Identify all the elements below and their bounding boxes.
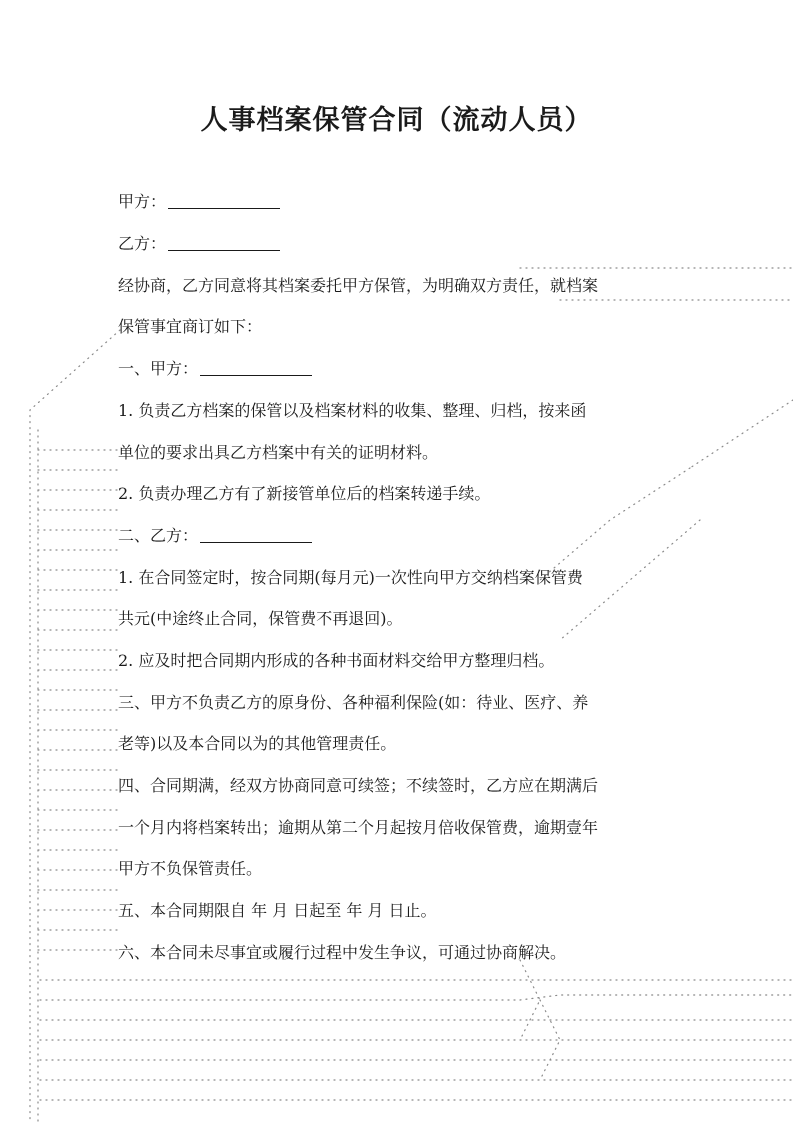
party-a-blank: [168, 192, 280, 209]
party-a-field: [118, 191, 280, 213]
section-3-line1: 三、甲方不负责乙方的原身份、各种福利保险(如：待业、医疗、养: [118, 693, 589, 712]
section-2-heading: [118, 525, 312, 547]
section-4-line2: 一个月内将档案转出；逾期从第二个月起按月倍收保管费，逾期壹年: [118, 818, 599, 837]
party-b-field: [118, 233, 280, 255]
section-5: 五、本合同期限自 年 月 日起至 年 月 日止。: [118, 901, 437, 920]
section-1-label: 一、甲方：: [118, 359, 199, 378]
party-a-label: 甲方：: [118, 192, 167, 211]
s2-item1-line1: 1. 在合同签定时，按合同期(每月元)一次性向甲方交纳档案保管费: [118, 568, 583, 587]
party-b-blank: [168, 234, 280, 251]
intro-line-2: 保管事宜商订如下：: [118, 317, 263, 336]
section-6: 六、本合同未尽事宜或履行过程中发生争议，可通过协商解决。: [118, 943, 567, 962]
section-1-blank: [200, 359, 312, 376]
s2-item1-line2: 共元(中途终止合同，保管费不再退回)。: [118, 609, 403, 628]
section-2-blank: [200, 526, 312, 543]
s1-item1-line1: 1. 负责乙方档案的保管以及档案材料的收集、整理、归档，按来函: [118, 401, 587, 420]
section-4-line1: 四、合同期满，经双方协商同意可续签；不续签时，乙方应在期满后: [118, 776, 599, 795]
section-3-line2: 老等)以及本合同以为的其他管理责任。: [118, 734, 397, 753]
party-b-label: 乙方：: [118, 234, 167, 253]
s1-item2: 2. 负责办理乙方有了新接管单位后的档案转递手续。: [118, 484, 491, 503]
section-4-line3: 甲方不负保管责任。: [118, 859, 263, 878]
document-title: 人事档案保管合同（流动人员）: [200, 105, 593, 136]
s1-item1-line2: 单位的要求出具乙方档案中有关的证明材料。: [118, 443, 439, 462]
section-1-heading: [118, 358, 312, 380]
intro-line-1: 经协商，乙方同意将其档案委托甲方保管，为明确双方责任，就档案: [118, 276, 599, 295]
s2-item2: 2. 应及时把合同期内形成的各种书面材料交给甲方整理归档。: [118, 651, 555, 670]
section-2-label: 二、乙方：: [118, 526, 199, 545]
